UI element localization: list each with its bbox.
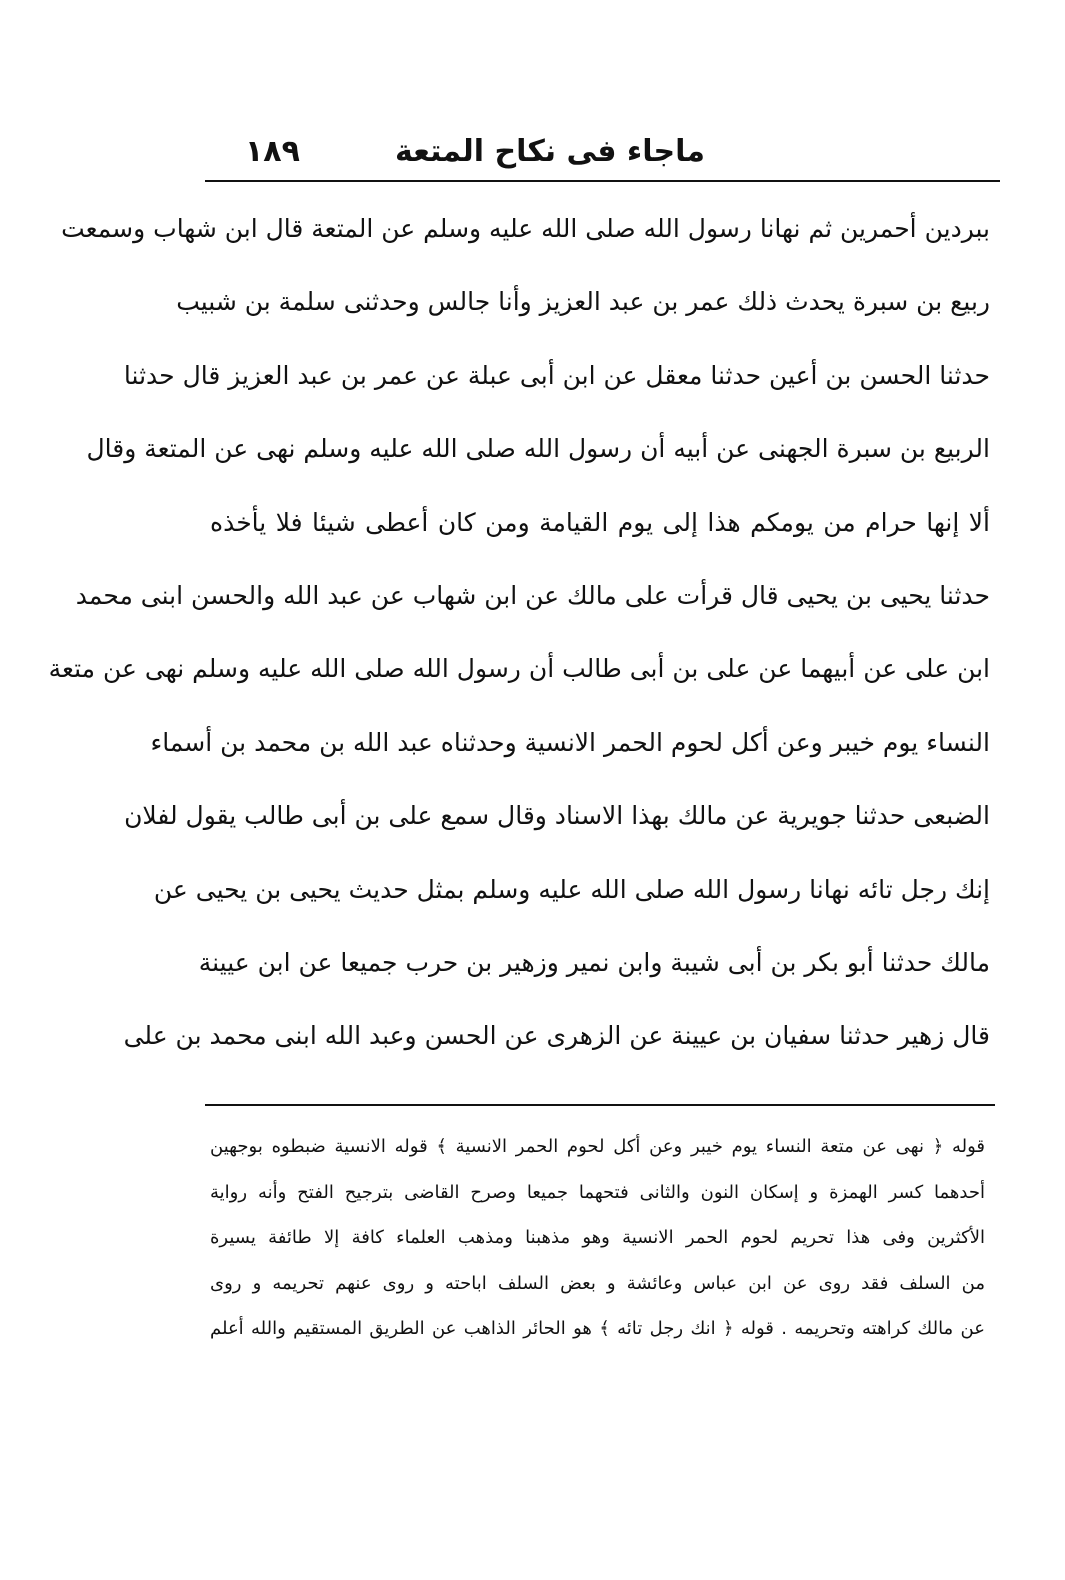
text-line: ببردين أحمرين ثم نهانا رسول الله صلى الله عليه وسلم عن المتعة قال ابن شهاب وسمعت [61, 214, 990, 243]
text-line: ربيع بن سبرة يحدث ذلك عمر بن عبد العزيز وأنا جالس وحدثنى سلمة بن شبيب [176, 287, 990, 317]
text-line: ابن على عن أبيهما عن على بن أبى طالب أن رسول الله صلى الله عليه وسلم نهى عن متعة [48, 654, 990, 684]
text-line: إنك رجل تائه نهانا رسول الله صلى الله عليه وسلم بمثل حديث يحيى بن يحيى عن [153, 874, 990, 904]
text-line: الربيع بن سبرة الجهنى عن أبيه أن رسول الله صلى الله عليه وسلم نهى عن المتعة وقال [86, 434, 990, 464]
text-line: ألا إنها حرام من يومكم هذا إلى يوم القيامة ومن كان أعطى شيئا فلا يأخذه [210, 507, 990, 537]
text-line: قال زهير حدثنا سفيان بن عيينة عن الزهرى عن الحسن وعبد الله ابنى محمد بن على [123, 1021, 990, 1051]
commentary-line: أحدهما كسر الهمزة و إسكان النون والثانى فتحهما جميعا وصرح القاضى بترجيح الفتح وأنه رواية [210, 1181, 985, 1203]
commentary-line: عن مالك كراهته وتحريمه . قوله ﴿ انك رجل تائه ﴾ هو الحائر الذاهب عن الطريق المستقيم والله أعلم [210, 1318, 985, 1339]
text-line: مالك حدثنا أبو بكر بن أبى شيبة وابن نمير وزهير بن حرب جميعا عن ابن عيينة [198, 947, 990, 977]
commentary-line: قوله ﴿ نهى عن متعة النساء يوم خيبر وعن أكل لحوم الحمر الانسية ﴾ قوله الانسية ضبطوه بوجهين [210, 1136, 985, 1157]
footnote-divider [205, 1104, 995, 1106]
text-line: حدثنا الحسن بن أعين حدثنا معقل عن ابن أبى عبلة عن عمر بن عبد العزيز قال حدثنا [123, 360, 990, 390]
text-line: الضبعى حدثنا جويرية عن مالك بهذا الاسناد وقال سمع على بن أبى طالب يقول لفلان [124, 801, 990, 831]
page-number: ١٨٩ [245, 134, 300, 169]
chapter-title: ماجاء فى نكاح المتعة [394, 134, 705, 169]
running-header [205, 128, 995, 178]
header-divider [205, 180, 1000, 182]
text-line: حدثنا يحيى بن يحيى قال قرأت على مالك عن ابن شهاب عن عبد الله والحسن ابنى محمد [75, 580, 990, 610]
commentary-line: من السلف فقد روى عن ابن عباس وعائشة و بعض السلف اباحته و روى عنهم تحريمه و روى [210, 1272, 985, 1294]
text-line: النساء يوم خيبر وعن أكل لحوم الحمر الانسية وحدثناه عبد الله بن محمد بن أسماء [150, 727, 990, 757]
hadith-text-block [48, 192, 990, 1073]
commentary-line: الأكثرين وفى هذا تحريم لحوم الحمر الانسية وهو مذهبنا ومذهب العلماء كافة إلا طائفة يسيرة [210, 1227, 985, 1248]
commentary-block [210, 1124, 985, 1352]
